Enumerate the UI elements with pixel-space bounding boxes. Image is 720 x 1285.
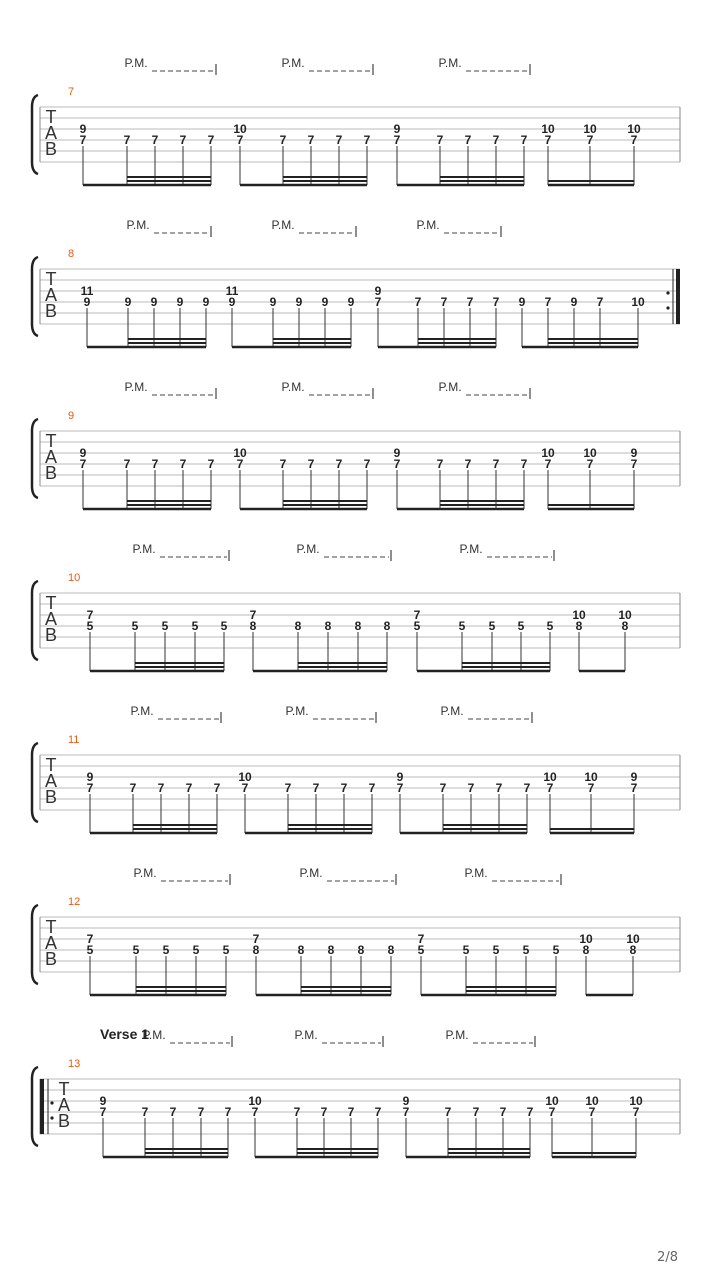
fret-number: 7 [440,295,448,309]
fret-number: 9 [124,295,132,309]
fret-number: 7 [544,133,552,147]
fret-number: 10 [627,122,641,136]
fret-number: 7 [374,295,382,309]
fret-number: 5 [488,619,496,633]
tab-clef-letter: T [45,917,57,937]
tab-system-7 [32,56,680,185]
tab-clef-letter: A [44,933,58,953]
fret-number: 5 [222,943,230,957]
fret-number: 8 [582,943,590,957]
palm-mute-label: P.M. [281,380,305,394]
fret-number: 9 [79,446,87,460]
beat-group [543,770,637,833]
fret-number: 7 [520,133,528,147]
fret-number: 10 [545,1094,559,1108]
fret-number: 9 [393,446,401,460]
fret-number: 7 [307,133,315,147]
fret-number: 10 [233,446,247,460]
fret-number: 5 [131,619,139,633]
fret-number: 9 [402,1094,410,1108]
fret-number: 5 [86,943,94,957]
fret-number: 9 [570,295,578,309]
fret-number: 5 [220,619,228,633]
fret-number: 8 [294,619,302,633]
fret-number: 7 [251,1105,259,1119]
palm-mute-label: P.M. [285,704,309,718]
fret-number: 7 [523,781,531,795]
fret-number: 7 [151,457,159,471]
beat-group [233,122,370,185]
tab-system-9 [32,380,680,509]
fret-number: 5 [86,619,94,633]
fret-number: 5 [552,943,560,957]
palm-mute-label: P.M. [126,218,150,232]
fret-number: 5 [517,619,525,633]
tab-system-12 [32,866,680,995]
fret-number: 10 [541,122,555,136]
fret-number: 7 [86,932,94,946]
beat-group [253,932,395,995]
tab-clef-letter: B [44,787,58,807]
fret-number: 7 [548,1105,556,1119]
fret-number: 7 [587,781,595,795]
palm-mute-label: P.M. [296,542,320,556]
fret-number: 9 [347,295,355,309]
system-bracket [32,905,38,984]
fret-number: 8 [629,943,637,957]
repeat-start-thick [40,1079,44,1134]
palm-mute-label: P.M. [440,704,464,718]
beat-group [233,446,370,509]
fret-number: 10 [583,122,597,136]
fret-number: 7 [335,133,343,147]
tab-clef-letter: B [44,139,58,159]
fret-number: 7 [492,457,500,471]
fret-number: 7 [464,457,472,471]
beat-group [397,770,531,833]
tab-system-11 [32,704,680,833]
system-bracket [32,743,38,822]
fret-number: 7 [495,781,503,795]
fret-number: 7 [413,608,421,622]
beat-group [414,608,554,671]
fret-number: 7 [464,133,472,147]
fret-number: 7 [141,1105,149,1119]
fret-number: 7 [340,781,348,795]
beat-group [572,608,632,671]
fret-number: 7 [86,608,94,622]
fret-number: 9 [393,122,401,136]
fret-number: 7 [472,1105,480,1119]
fret-number: 7 [632,1105,640,1119]
fret-number: 7 [197,1105,205,1119]
palm-mute-label: P.M. [438,56,462,70]
tab-clef-letter: B [44,301,58,321]
fret-number: 10 [541,446,555,460]
fret-number: 9 [150,295,158,309]
fret-number: 5 [462,943,470,957]
fret-number: 7 [241,781,249,795]
beat-group [394,446,528,509]
fret-number: 7 [207,133,215,147]
fret-number: 8 [357,943,365,957]
fret-number: 7 [544,457,552,471]
fret-number: 5 [161,619,169,633]
fret-number: 7 [213,781,221,795]
beat-group [80,122,215,185]
fret-number: 7 [586,133,594,147]
fret-number: 10 [618,608,632,622]
system-bracket [32,257,38,336]
palm-mute-label: P.M. [133,866,157,880]
fret-number: 9 [79,122,87,136]
fret-number: 9 [396,770,404,784]
fret-number: 7 [79,133,87,147]
fret-number: 7 [312,781,320,795]
fret-number: 7 [99,1105,107,1119]
beat-group [541,122,641,185]
tab-clef-letter: A [57,1095,71,1115]
fret-number: 7 [393,133,401,147]
beat-group [541,446,637,509]
palm-mute-label: P.M. [124,56,148,70]
fret-number: 5 [162,943,170,957]
palm-mute-label: P.M. [438,380,462,394]
fret-number: 7 [320,1105,328,1119]
tab-clef-letter: T [45,269,57,289]
palm-mute-label: P.M. [130,704,154,718]
tab-clef-letter: B [44,625,58,645]
fret-number: 5 [492,943,500,957]
beat-group [80,446,215,509]
fret-number: 5 [132,943,140,957]
fret-number: 7 [436,133,444,147]
fret-number: 7 [596,295,604,309]
fret-number: 7 [467,781,475,795]
fret-number: 7 [179,457,187,471]
fret-number: 7 [630,457,638,471]
system-bracket [32,95,38,174]
fret-number: 7 [279,457,287,471]
fret-number: 10 [572,608,586,622]
fret-number: 7 [185,781,193,795]
fret-number: 9 [630,446,638,460]
measure-number: 11 [68,734,80,746]
beat-group [248,1094,381,1157]
fret-number: 9 [374,284,382,298]
fret-number: 7 [236,133,244,147]
beat-group [87,932,230,995]
tab-system-8 [32,218,680,347]
fret-number: 10 [233,122,247,136]
fret-number: 5 [417,943,425,957]
fret-number: 8 [252,943,260,957]
beat-group [579,932,640,995]
fret-number: 9 [176,295,184,309]
fret-number: 10 [238,770,252,784]
fret-number: 7 [630,133,638,147]
fret-number: 9 [630,770,638,784]
palm-mute-label: P.M. [124,380,148,394]
palm-mute-label: P.M. [132,542,156,556]
fret-number: 7 [444,1105,452,1119]
beat-group [394,122,528,185]
fret-number: 7 [586,457,594,471]
fret-number: 7 [396,781,404,795]
repeat-dot [666,291,669,294]
fret-number: 7 [169,1105,177,1119]
tab-clef-letter: T [58,1079,70,1099]
fret-number: 9 [295,295,303,309]
palm-mute-label: P.M. [445,1028,469,1042]
fret-number: 10 [579,932,593,946]
tab-clef-letter: B [57,1111,71,1131]
system-bracket [32,1067,38,1146]
fret-number: 7 [414,295,422,309]
tab-system-13 [32,1026,680,1157]
fret-number: 7 [492,133,500,147]
fret-number: 7 [279,133,287,147]
fret-number: 8 [249,619,257,633]
fret-number: 7 [335,457,343,471]
fret-number: 7 [157,781,165,795]
fret-number: 7 [249,608,257,622]
fret-number: 7 [347,1105,355,1119]
fret-number: 7 [374,1105,382,1119]
beat-group [418,932,560,995]
fret-number: 7 [368,781,376,795]
tab-clef-letter: A [44,285,58,305]
fret-number: 7 [402,1105,410,1119]
fret-number: 7 [526,1105,534,1119]
fret-number: 9 [202,295,210,309]
beat-group [87,608,228,671]
fret-number: 7 [466,295,474,309]
fret-number: 8 [327,943,335,957]
beat-group [375,284,500,347]
measure-number: 9 [68,410,75,422]
tab-clef-letter: T [45,593,57,613]
beat-group [403,1094,534,1157]
system-bracket [32,581,38,660]
fret-number: 7 [79,457,87,471]
beat-group [81,284,210,347]
fret-number: 8 [387,943,395,957]
fret-number: 7 [179,133,187,147]
fret-number: 5 [192,943,200,957]
fret-number: 5 [546,619,554,633]
measure-number: 12 [68,896,81,908]
fret-number: 5 [458,619,466,633]
fret-number: 7 [520,457,528,471]
fret-number: 9 [99,1094,107,1108]
fret-number: 7 [588,1105,596,1119]
tab-clef-letter: T [45,431,57,451]
beat-group [100,1094,232,1157]
fret-number: 7 [393,457,401,471]
fret-number: 7 [284,781,292,795]
tab-clef-letter: A [44,609,58,629]
palm-mute-label: P.M. [142,1028,166,1042]
fret-number: 9 [86,770,94,784]
fret-number: 9 [269,295,277,309]
repeat-dot [50,1101,53,1104]
fret-number: 7 [546,781,554,795]
palm-mute-label: P.M. [459,542,483,556]
fret-number: 7 [436,457,444,471]
fret-number: 10 [584,770,598,784]
fret-number: 8 [621,619,629,633]
tab-system-10 [32,542,680,671]
palm-mute-label: P.M. [294,1028,318,1042]
section-marker: Verse 1 [100,1026,150,1042]
tab-clef-letter: T [45,755,57,775]
fret-number: 10 [543,770,557,784]
fret-number: 7 [499,1105,507,1119]
beat-group [238,770,375,833]
measure-number: 7 [68,86,75,98]
fret-number: 7 [439,781,447,795]
fret-number: 7 [236,457,244,471]
tab-clef-letter: A [44,771,58,791]
fret-number: 7 [123,457,131,471]
palm-mute-label: P.M. [271,218,295,232]
beat-group [250,608,391,671]
system-bracket [32,419,38,498]
fret-number: 11 [80,284,94,298]
fret-number: 9 [321,295,329,309]
fret-number: 7 [307,457,315,471]
tab-clef-letter: A [44,447,58,467]
repeat-dot [50,1116,53,1119]
tab-clef-letter: B [44,463,58,483]
beat-group [545,1094,643,1157]
fret-number: 10 [629,1094,643,1108]
beat-group [226,284,355,347]
fret-number: 7 [492,295,500,309]
measure-number: 10 [68,572,81,584]
fret-number: 7 [630,781,638,795]
fret-number: 7 [417,932,425,946]
tab-clef-letter: A [44,123,58,143]
fret-number: 10 [626,932,640,946]
tab-clef-letter: T [45,107,57,127]
fret-number: 8 [354,619,362,633]
fret-number: 7 [544,295,552,309]
fret-number: 10 [248,1094,262,1108]
repeat-dot [666,306,669,309]
fret-number: 8 [575,619,583,633]
fret-number: 7 [293,1105,301,1119]
measure-number: 8 [68,248,75,260]
fret-number: 8 [297,943,305,957]
fret-number: 7 [151,133,159,147]
palm-mute-label: P.M. [299,866,323,880]
fret-number: 7 [224,1105,232,1119]
fret-number: 7 [129,781,137,795]
measure-number: 13 [68,1058,81,1070]
repeat-end-thick [676,269,680,324]
tab-clef-letter: B [44,949,58,969]
fret-number: 9 [228,295,236,309]
fret-number: 10 [585,1094,599,1108]
fret-number: 11 [225,284,239,298]
fret-number: 7 [123,133,131,147]
fret-number: 8 [324,619,332,633]
palm-mute-label: P.M. [281,56,305,70]
fret-number: 5 [191,619,199,633]
fret-number: 9 [518,295,526,309]
fret-number: 5 [413,619,421,633]
fret-number: 7 [363,457,371,471]
fret-number: 7 [363,133,371,147]
fret-number: 9 [83,295,91,309]
fret-number: 7 [252,932,260,946]
fret-number: 7 [86,781,94,795]
palm-mute-label: P.M. [416,218,440,232]
page-number: 2/8 [657,1250,678,1265]
fret-number: 5 [522,943,530,957]
fret-number: 10 [583,446,597,460]
beat-group [519,295,645,347]
palm-mute-label: P.M. [464,866,488,880]
beat-group [87,770,221,833]
fret-number: 8 [383,619,391,633]
fret-number: 7 [207,457,215,471]
fret-number: 10 [631,295,645,309]
